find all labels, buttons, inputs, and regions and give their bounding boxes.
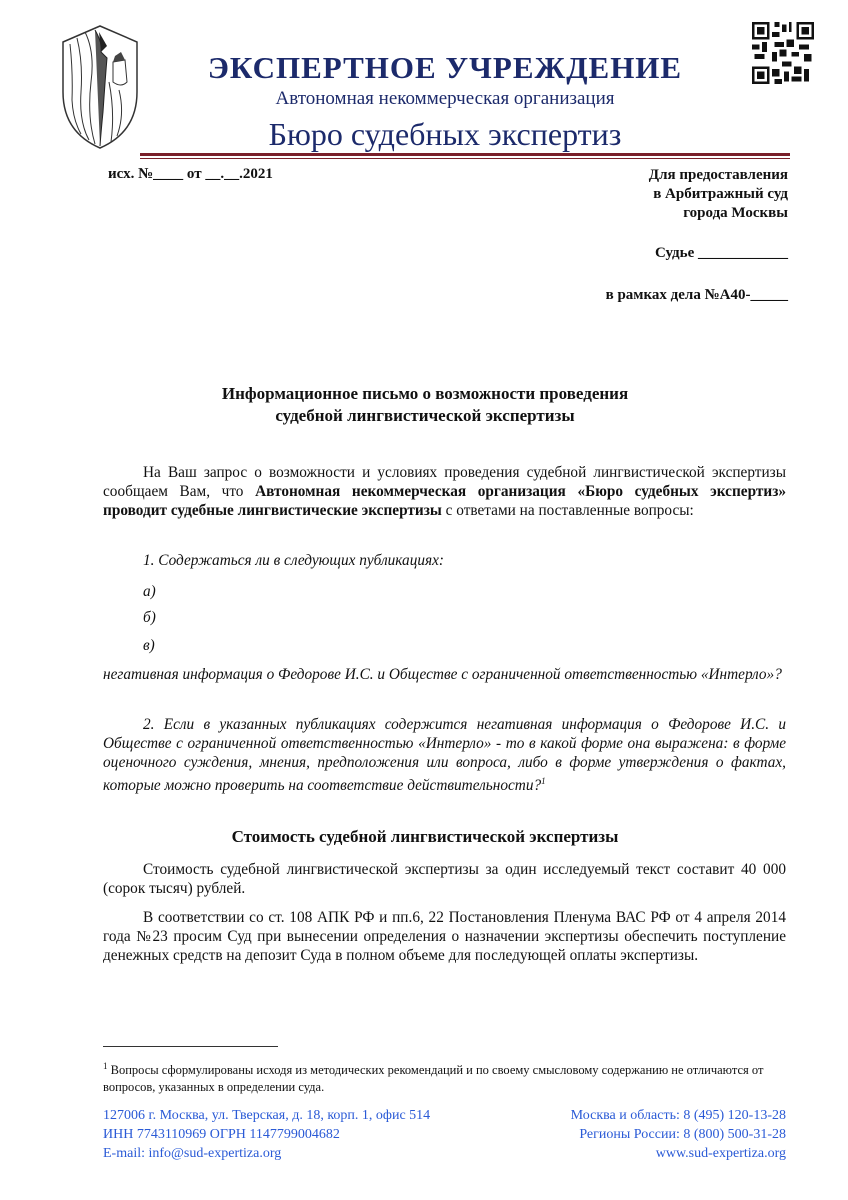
header-divider xyxy=(140,153,790,160)
footer-contacts-right xyxy=(571,1106,786,1163)
question-1: 1. Содержаться ли в следующих публикациях: xyxy=(143,552,445,569)
org-subtitle: Автономная некоммерческая организация xyxy=(275,88,615,109)
bureau-name: Бюро судебных экспертиз xyxy=(268,116,622,152)
footer-phone-regions: Регионы России: 8 (800) 500-31-28 xyxy=(579,1127,786,1142)
letter-title xyxy=(110,383,740,427)
recipient-block xyxy=(649,166,788,223)
intro-text: На Ваш запрос о возможности и условиях проведения судебной лингвистической экспертизы сообщаем Вам, что xyxy=(103,464,786,500)
question-item-c: в) xyxy=(143,637,155,654)
intro-text-end: с ответами на поставленные вопросы: xyxy=(441,502,694,519)
letter-title-line: судебной лингвистической экспертизы xyxy=(275,406,575,425)
footer-contacts-left xyxy=(103,1106,430,1163)
recipient-line: в Арбитражный суд xyxy=(653,186,788,202)
cost-paragraph-1: Стоимость судебной лингвистической экспертизы за один исследуемый текст составит 40 000 (сорок тысяч) рублей. xyxy=(103,861,786,897)
footnote-mark: 1 xyxy=(103,1061,108,1071)
judge-line: Судье ____________ xyxy=(655,245,788,261)
outgoing-number: исх. №____ от __.__.2021 xyxy=(108,166,273,182)
bureau-logo-icon xyxy=(55,22,145,152)
cost-paragraph-2: В соответствии со ст. 108 АПК РФ и пп.6, 22 Постановления Пленума ВАС РФ от 4 апреля 2014 года №23 просим Суд при вынесении определения о назначении экспертизы обеспечить поступление денежных средств на депозит Суда в полном объеме для последующей оплаты экспертизы. xyxy=(103,909,786,964)
qr-code-icon xyxy=(752,22,814,84)
footnote-ref: 1 xyxy=(541,776,546,786)
org-title: ЭКСПЕРТНОЕ УЧРЕЖДЕНИЕ xyxy=(207,50,683,85)
case-line: в рамках дела №А40-_____ xyxy=(605,287,788,303)
footer-address: 127006 г. Москва, ул. Тверская, д. 18, корп. 1, офис 514 xyxy=(103,1108,431,1123)
footer-phone-moscow: Москва и область: 8 (495) 120-13-28 xyxy=(570,1108,786,1123)
footnote xyxy=(103,1058,786,1096)
recipient-line: Для предоставления xyxy=(648,167,788,183)
intro-paragraph xyxy=(103,463,786,520)
footnote-divider xyxy=(103,1046,278,1047)
footer-website-link[interactable]: www.sud-expertiza.org xyxy=(655,1146,786,1161)
question-item-b: б) xyxy=(143,609,156,626)
footnote-text: Вопросы сформулированы исходя из методических рекомендаций и по своему смысловому содержанию не отличаются от вопросов, указанных в определении суда. xyxy=(103,1063,764,1095)
question-1-tail: негативная информация о Федорове И.С. и Обществе с ограниченной ответственностью «Интерло»? xyxy=(103,666,782,683)
question-2 xyxy=(103,715,786,795)
question-item-a: а) xyxy=(143,583,156,600)
question-2-text: 2. Если в указанных публикациях содержится негативная информация о Федорове И.С. и Обществе с ограниченной ответственностью «Интерло» - то в какой форме она выражена: в форме оценочного суждения, мнения, предположения или вопроса, либо в форме утверждения о фактах, которые можно проверить на соответствие действительности? xyxy=(103,716,786,795)
footer-email-link[interactable]: E-mail: info@sud-expertiza.org xyxy=(103,1146,282,1161)
recipient-line: города Москвы xyxy=(683,205,788,221)
intro-bold-text: Автономная некоммерческая организация «Бюро судебных экспертиз» проводит судебные лингвистические экспертизы xyxy=(103,483,786,519)
letter-title-line: Информационное письмо о возможности проведения xyxy=(221,384,629,403)
cost-heading: Стоимость судебной лингвистической экспертизы xyxy=(231,827,619,846)
footer-inn-ogrn: ИНН 7743110969 ОГРН 1147799004682 xyxy=(103,1127,340,1142)
